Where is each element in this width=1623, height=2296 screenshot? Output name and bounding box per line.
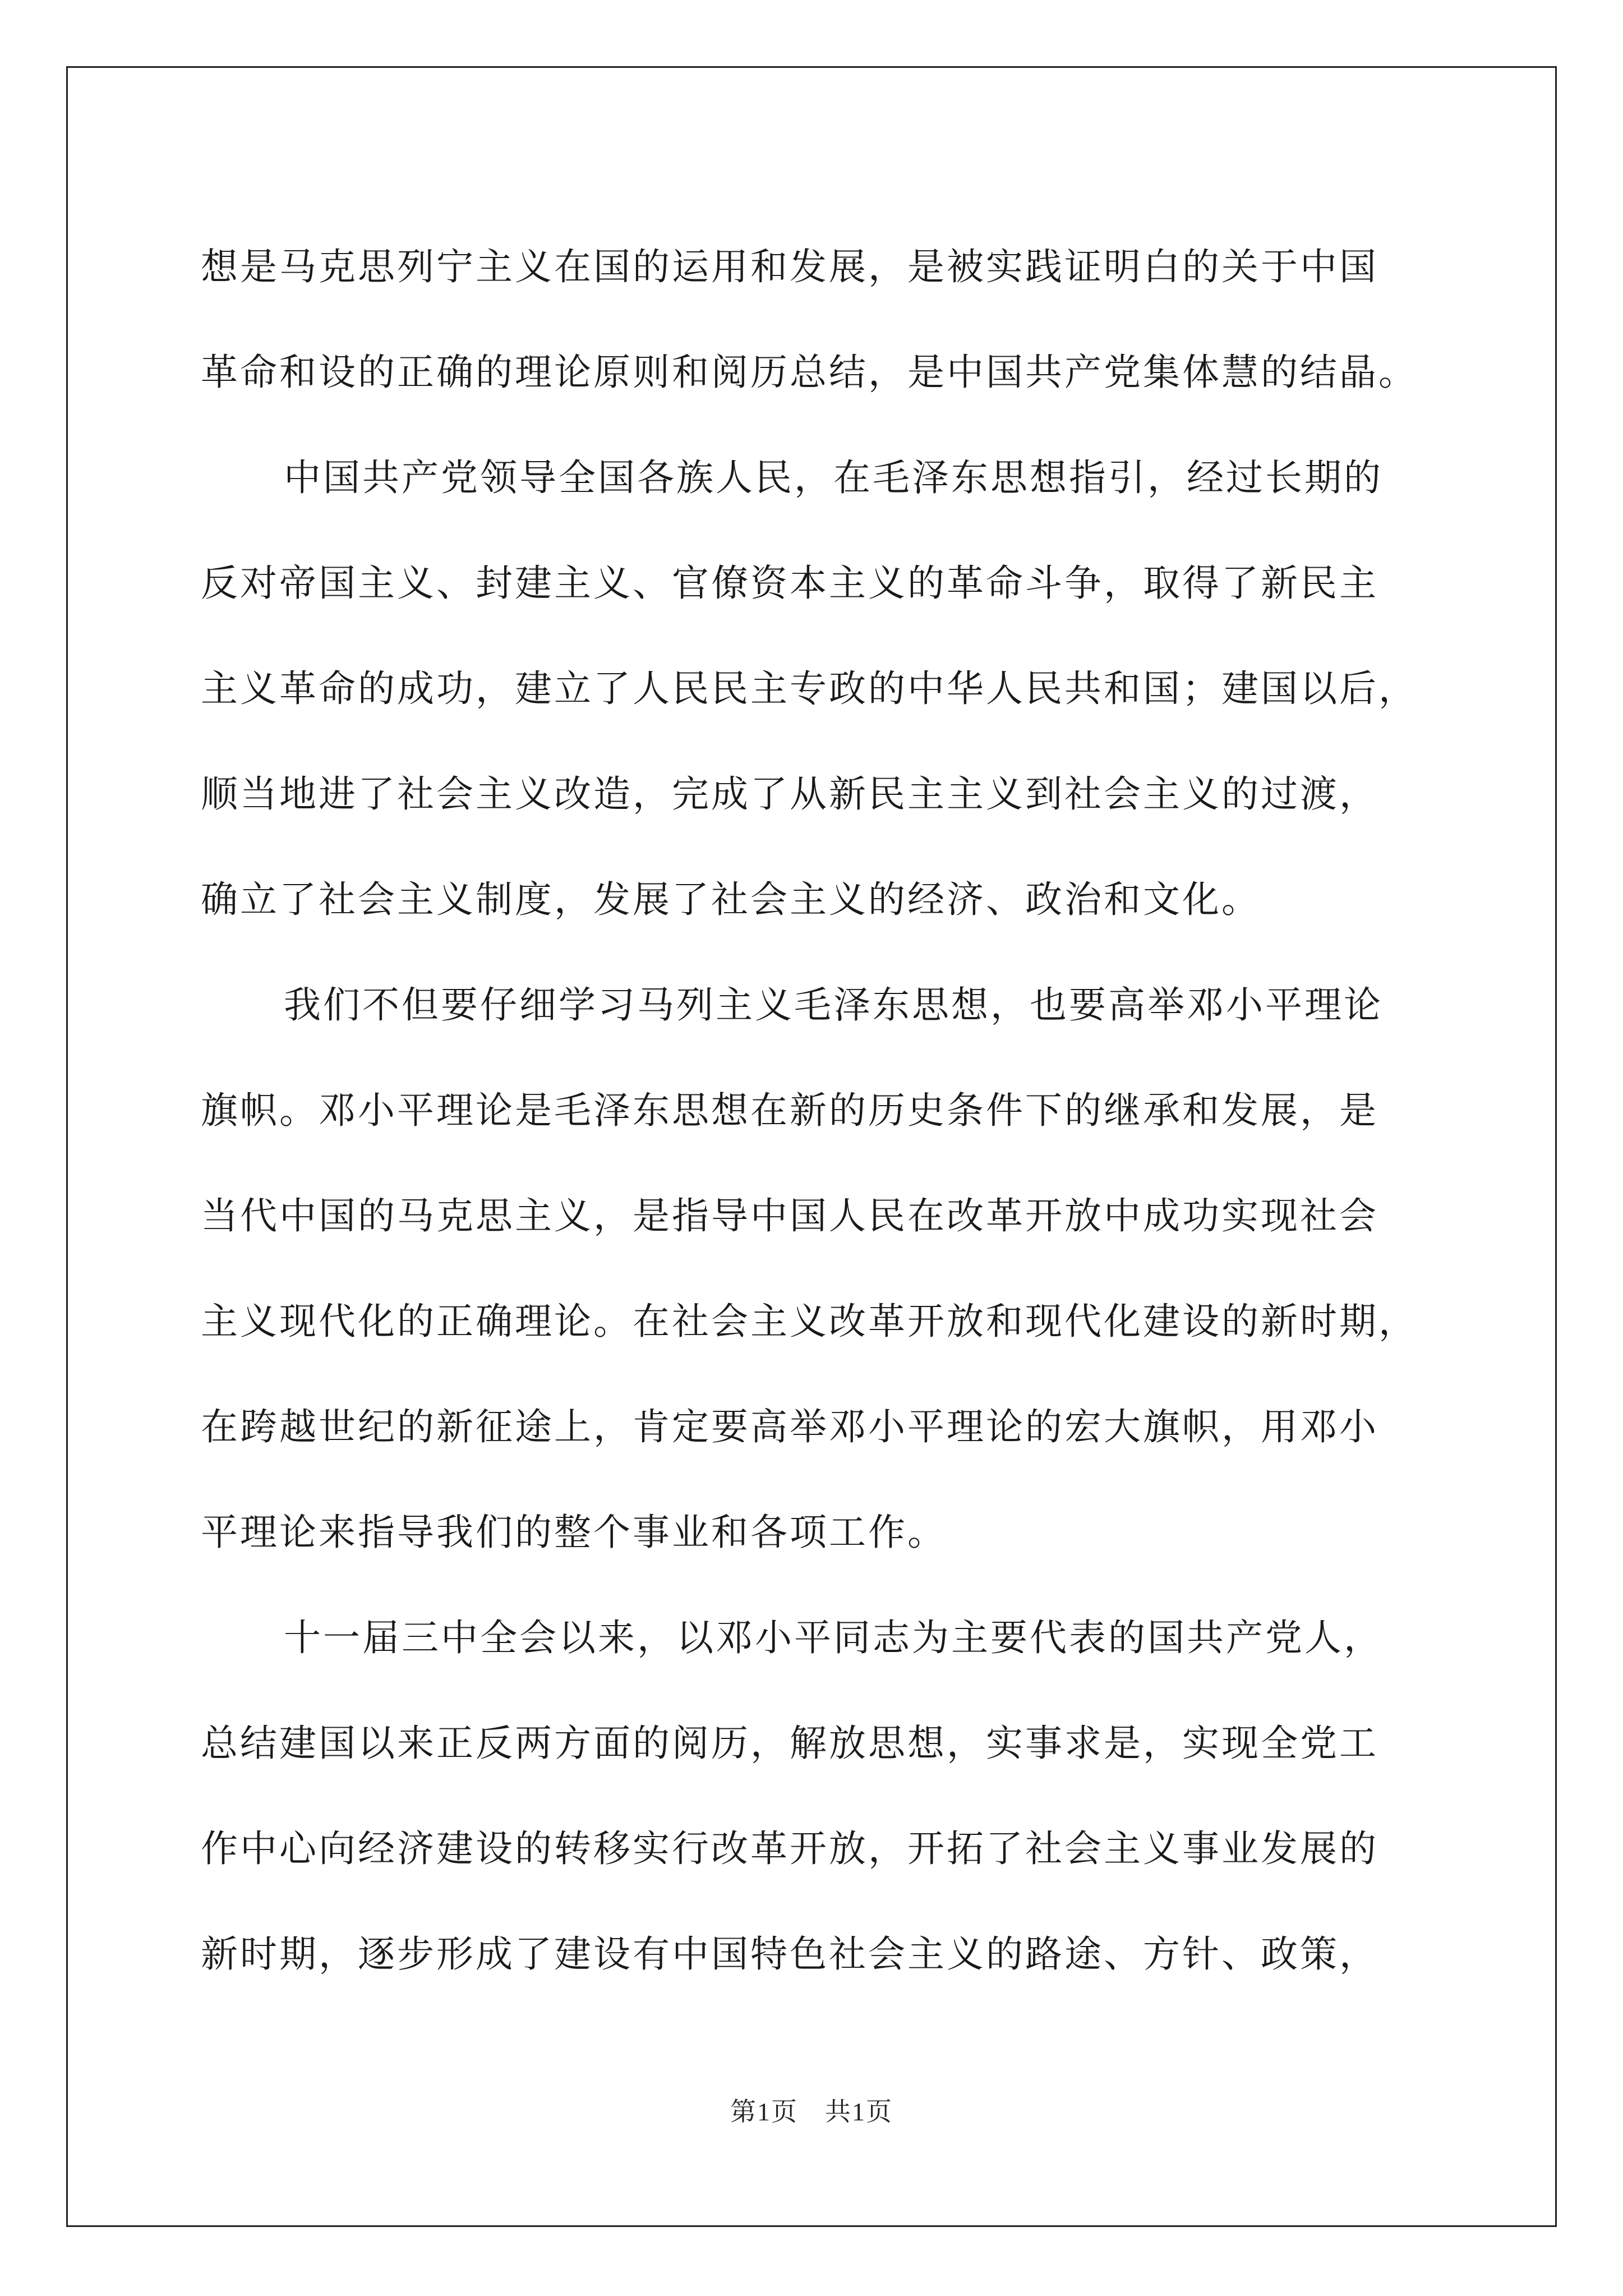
- body-line: 反对帝国主义、封建主义、官僚资本主义的革命斗争，取得了新民主: [201, 562, 1378, 605]
- body-line: 革命和设的正确的理论原则和阅历总结，是中国共产党集体慧的结晶。: [201, 351, 1418, 394]
- body-line: 主义现代化的正确理论。在社会主义改革开放和现代化建设的新时期，: [201, 1300, 1418, 1343]
- body-line: 平理论来指导我们的整个事业和各项工作。: [201, 1511, 947, 1554]
- body-line: 主义革命的成功，建立了人民民主专政的中华人民共和国；建国以后，: [201, 667, 1418, 710]
- paragraph-first-line: 中国共产党领导全国各族人民，在毛泽东思想指引，经过长期的: [284, 456, 1383, 499]
- paragraph-first-line: 我们不但要仔细学习马列主义毛泽东思想，也要高举邓小平理论: [284, 983, 1383, 1027]
- document-body: [201, 214, 1429, 2007]
- body-line: 顺当地进了社会主义改造，完成了从新民主主义到社会主义的过渡，: [201, 772, 1378, 816]
- body-line: 确立了社会主义制度，发展了社会主义的经济、政治和文化。: [201, 878, 1261, 921]
- body-line: 总结建国以来正反两方面的阅历，解放思想，实事求是，实现全党工: [201, 1722, 1378, 1765]
- paragraph-first-line: 十一届三中全会以来，以邓小平同志为主要代表的国共产党人，: [284, 1616, 1383, 1659]
- page-number-footer: 第1页 共1页: [730, 2097, 893, 2126]
- body-line: 在跨越世纪的新征途上，肯定要高举邓小平理论的宏大旗帜，用邓小: [201, 1405, 1378, 1448]
- body-line: 作中心向经济建设的转移实行改革开放，开拓了社会主义事业发展的: [201, 1827, 1378, 1870]
- body-line: 新时期，逐步形成了建设有中国特色社会主义的路途、方针、政策，: [201, 1932, 1378, 1976]
- body-line: 当代中国的马克思主义，是指导中国人民在改革开放中成功实现社会: [201, 1194, 1378, 1237]
- body-line: 想是马克思列宁主义在国的运用和发展，是被实践证明白的关于中国: [201, 245, 1378, 288]
- body-line: 旗帜。邓小平理论是毛泽东思想在新的历史条件下的继承和发展，是: [201, 1089, 1378, 1132]
